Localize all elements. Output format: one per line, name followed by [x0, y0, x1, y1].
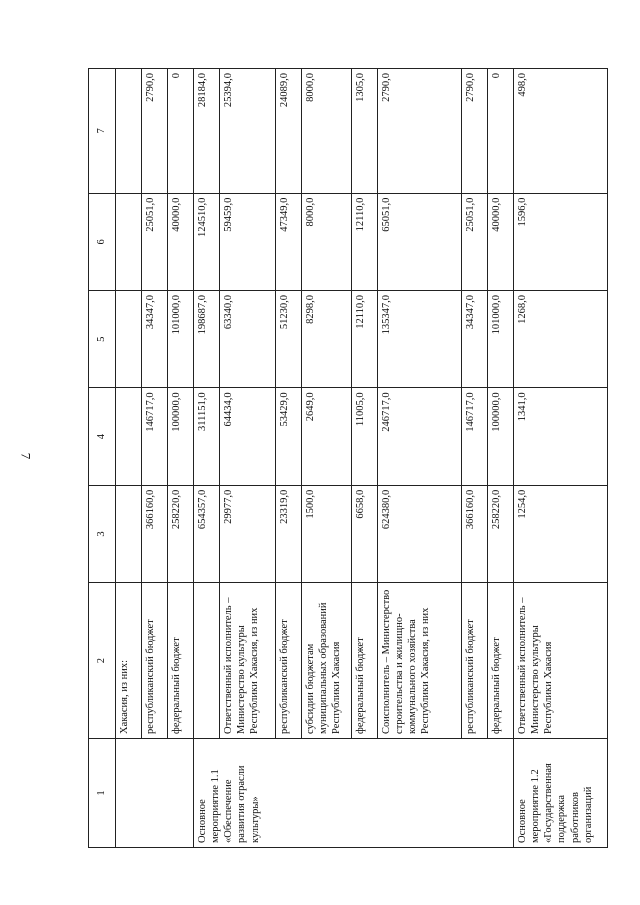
cell-value: 1268,0: [514, 291, 608, 388]
header-cell: 3: [89, 485, 116, 582]
cell-value: 258220,0: [168, 485, 194, 582]
cell-value: 124510,0: [194, 193, 220, 290]
cell-value: 100000,0: [168, 388, 194, 485]
cell-value: 2649,0: [302, 388, 352, 485]
cell-value: 246717,0: [378, 388, 462, 485]
table-row: [514, 69, 608, 848]
page-number: 7: [18, 452, 34, 460]
cell-value: 40000,0: [488, 193, 514, 290]
cell-value: 28184,0: [194, 69, 220, 194]
header-cell: 5: [89, 291, 116, 388]
cell-value: 146717,0: [462, 388, 488, 485]
cell-value: 135347,0: [378, 291, 462, 388]
cell-value: 1254,0: [514, 485, 608, 582]
cell-value: 34347,0: [462, 291, 488, 388]
budget-table: [88, 68, 608, 848]
table-row: [194, 69, 220, 848]
header-cell: 4: [89, 388, 116, 485]
cell-value: [116, 69, 142, 194]
cell-value: 8298,0: [302, 291, 352, 388]
cell-value: 63340,0: [220, 291, 276, 388]
cell-value: 25051,0: [142, 193, 168, 290]
table-row: [462, 69, 488, 848]
cell-value: 29977,0: [220, 485, 276, 582]
header-cell: 6: [89, 193, 116, 290]
cell-value: 25051,0: [462, 193, 488, 290]
cell-value: 624380,0: [378, 485, 462, 582]
cell-value: [116, 388, 142, 485]
table-row: [116, 69, 142, 848]
cell-value: 53429,0: [276, 388, 302, 485]
cell-value: 64434,0: [220, 388, 276, 485]
cell-value: 101000,0: [168, 291, 194, 388]
cell-value: 366160,0: [462, 485, 488, 582]
cell-value: [116, 485, 142, 582]
cell-source: Ответственный исполнитель – Министерство культуры Республики Хакасия: [514, 583, 608, 739]
cell-value: 1305,0: [352, 69, 378, 194]
table-frame: [88, 68, 608, 848]
table-row: [276, 69, 302, 848]
cell-source: федеральный бюджет: [488, 583, 514, 739]
cell-value: 59459,0: [220, 193, 276, 290]
table-row: [352, 69, 378, 848]
cell-source: республиканский бюджет: [142, 583, 168, 739]
cell-source: [194, 583, 220, 739]
cell-value: 1500,0: [302, 485, 352, 582]
cell-source: Соисполнитель – Министерство строительства и жилищно-коммунального хозяйства Республики Хакасия, из них: [378, 583, 462, 739]
cell-activity: Основное мероприятие 1.1 «Обеспечение развития отрасли культуры»: [194, 738, 514, 847]
cell-value: 25394,0: [220, 69, 276, 194]
cell-value: 11005,0: [352, 388, 378, 485]
table-row: [220, 69, 276, 848]
header-row: [89, 69, 116, 848]
cell-value: 0: [488, 69, 514, 194]
cell-activity: Основное мероприятие 1.2 «Государственная поддержка работников организаций: [514, 738, 608, 847]
cell-source: Хакасия, из них:: [116, 583, 142, 739]
cell-value: 2790,0: [142, 69, 168, 194]
cell-value: 1341,0: [514, 388, 608, 485]
cell-source: федеральный бюджет: [168, 583, 194, 739]
cell-value: 8000,0: [302, 193, 352, 290]
cell-value: 12110,0: [352, 291, 378, 388]
cell-value: 12110,0: [352, 193, 378, 290]
cell-blank: [116, 738, 194, 847]
cell-value: [116, 291, 142, 388]
cell-value: [116, 193, 142, 290]
header-cell: 7: [89, 69, 116, 194]
table-row: [168, 69, 194, 848]
table-row: [488, 69, 514, 848]
cell-value: 100000,0: [488, 388, 514, 485]
cell-source: республиканский бюджет: [462, 583, 488, 739]
cell-value: 2790,0: [378, 69, 462, 194]
cell-value: 258220,0: [488, 485, 514, 582]
cell-value: 51230,0: [276, 291, 302, 388]
cell-source: Ответственный исполнитель – Министерство культуры Республики Хакасия, из них: [220, 583, 276, 739]
header-cell: 2: [89, 583, 116, 739]
header-cell: 1: [89, 738, 116, 847]
cell-source: республиканский бюджет: [276, 583, 302, 739]
cell-value: 311151,0: [194, 388, 220, 485]
cell-value: 47349,0: [276, 193, 302, 290]
cell-value: 34347,0: [142, 291, 168, 388]
cell-source: субсидии бюджетам муниципальных образований Республики Хакасия: [302, 583, 352, 739]
cell-value: 146717,0: [142, 388, 168, 485]
cell-source: федеральный бюджет: [352, 583, 378, 739]
cell-value: 40000,0: [168, 193, 194, 290]
cell-value: 654357,0: [194, 485, 220, 582]
cell-value: 1596,0: [514, 193, 608, 290]
cell-value: 2790,0: [462, 69, 488, 194]
table-row: [378, 69, 462, 848]
cell-value: 0: [168, 69, 194, 194]
cell-value: 65051,0: [378, 193, 462, 290]
table-row: [302, 69, 352, 848]
cell-value: 198687,0: [194, 291, 220, 388]
cell-value: 8000,0: [302, 69, 352, 194]
cell-value: 498,0: [514, 69, 608, 194]
cell-value: 6658,0: [352, 485, 378, 582]
cell-value: 366160,0: [142, 485, 168, 582]
cell-value: 101000,0: [488, 291, 514, 388]
cell-value: 24089,0: [276, 69, 302, 194]
cell-value: 23319,0: [276, 485, 302, 582]
table-row: [142, 69, 168, 848]
